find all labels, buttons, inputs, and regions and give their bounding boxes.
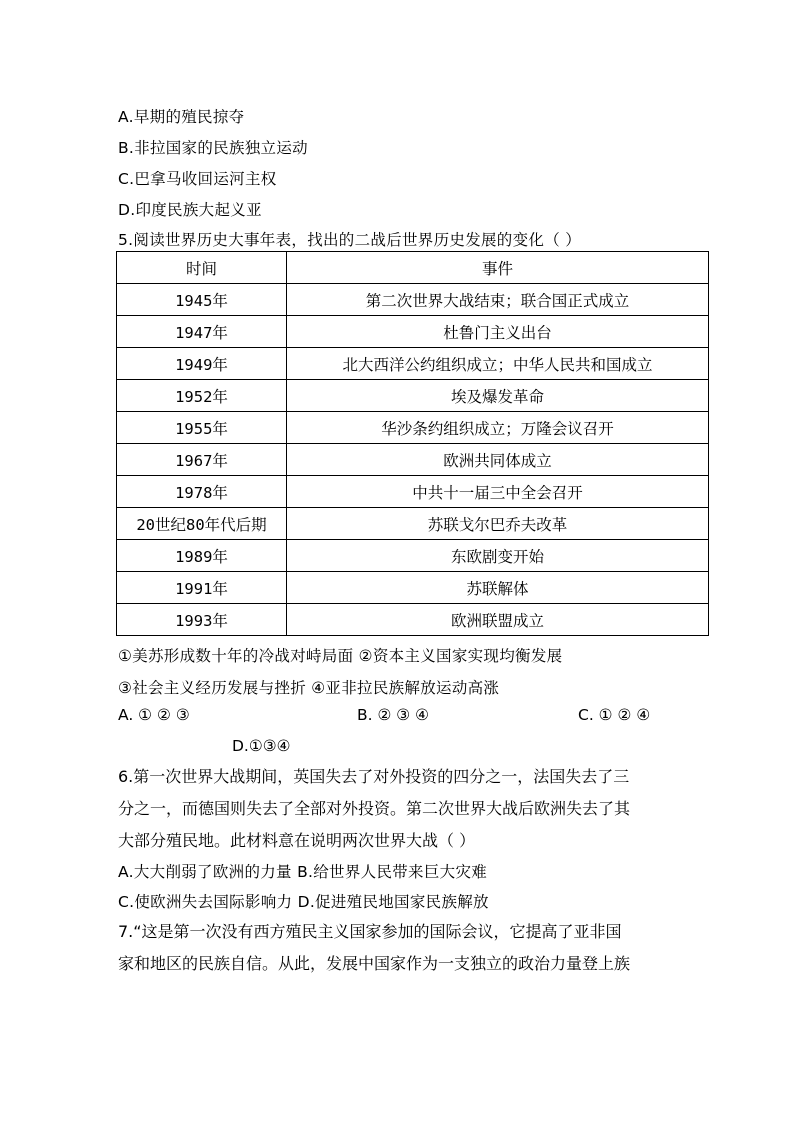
q6-options-cd: C.使欧洲失去国际影响力 D.促进殖民地国家民族解放	[118, 893, 489, 911]
table-header-row	[117, 252, 709, 284]
row-year: 1978年	[117, 476, 287, 508]
table-row	[117, 444, 709, 476]
q4-option-c: C.巴拿马收回运河主权	[118, 170, 277, 188]
row-year: 1993年	[117, 604, 287, 636]
header-event: 事件	[287, 252, 709, 284]
table-row	[117, 316, 709, 348]
row-event: 华沙条约组织成立；万隆会议召开	[287, 412, 709, 444]
q4-option-a: A.早期的殖民掠夺	[118, 108, 245, 126]
q5-statement-2: ③社会主义经历发展与挫折 ④亚非拉民族解放运动高涨	[118, 679, 500, 697]
row-year: 1945年	[117, 284, 287, 316]
table-row	[117, 604, 709, 636]
table-row	[117, 540, 709, 572]
row-event: 东欧剧变开始	[287, 540, 709, 572]
history-events-table	[116, 251, 709, 636]
q5-stem: 5.阅读世界历史大事年表，找出的二战后世界历史发展的变化（ ）	[118, 231, 582, 249]
table-row	[117, 476, 709, 508]
table-row	[117, 572, 709, 604]
row-event: 埃及爆发革命	[287, 380, 709, 412]
q6-line-2: 分之一，而德国则失去了全部对外投资。第二次世界大战后欧洲失去了其	[118, 799, 631, 818]
row-event: 北大西洋公约组织成立；中华人民共和国成立	[287, 348, 709, 380]
row-year: 1955年	[117, 412, 287, 444]
q5-option-d: D.①③④	[232, 737, 291, 755]
q6-line-1: 6.第一次世界大战期间，英国失去了对外投资的四分之一，法国失去了三	[118, 767, 630, 786]
table-row	[117, 348, 709, 380]
q4-option-b: B.非拉国家的民族独立运动	[118, 139, 308, 157]
row-event: 欧洲共同体成立	[287, 444, 709, 476]
row-year: 1991年	[117, 572, 287, 604]
row-year: 1949年	[117, 348, 287, 380]
row-year: 1967年	[117, 444, 287, 476]
header-time: 时间	[117, 252, 287, 284]
row-year: 1989年	[117, 540, 287, 572]
q5-statement-1: ①美苏形成数十年的冷战对峙局面 ②资本主义国家实现均衡发展	[118, 647, 563, 665]
row-event: 中共十一届三中全会召开	[287, 476, 709, 508]
table-row	[117, 380, 709, 412]
table-row	[117, 412, 709, 444]
q5-option-a: A. ① ② ③	[118, 706, 190, 724]
row-event: 苏联戈尔巴乔夫改革	[287, 508, 709, 540]
row-year: 1952年	[117, 380, 287, 412]
table-row	[117, 508, 709, 540]
row-event: 欧洲联盟成立	[287, 604, 709, 636]
row-event: 苏联解体	[287, 572, 709, 604]
q5-option-c: C. ① ② ④	[578, 706, 651, 724]
q4-option-d: D.印度民族大起义亚	[118, 201, 262, 219]
q7-line-2: 家和地区的民族自信。从此，发展中国家作为一支独立的政治力量登上族	[118, 954, 631, 973]
q5-option-b: B. ② ③ ④	[357, 706, 430, 724]
row-event: 第二次世界大战结束；联合国正式成立	[287, 284, 709, 316]
row-year: 20世纪80年代后期	[117, 508, 287, 540]
table-row	[117, 284, 709, 316]
q7-line-1: 7.“这是第一次没有西方殖民主义国家参加的国际会议，它提高了亚非国	[118, 922, 622, 941]
q6-line-3: 大部分殖民地。此材料意在说明两次世界大战（ ）	[118, 831, 476, 850]
row-event: 杜鲁门主义出台	[287, 316, 709, 348]
q6-options-ab: A.大大削弱了欧洲的力量 B.给世界人民带来巨大灾难	[118, 863, 488, 881]
row-year: 1947年	[117, 316, 287, 348]
